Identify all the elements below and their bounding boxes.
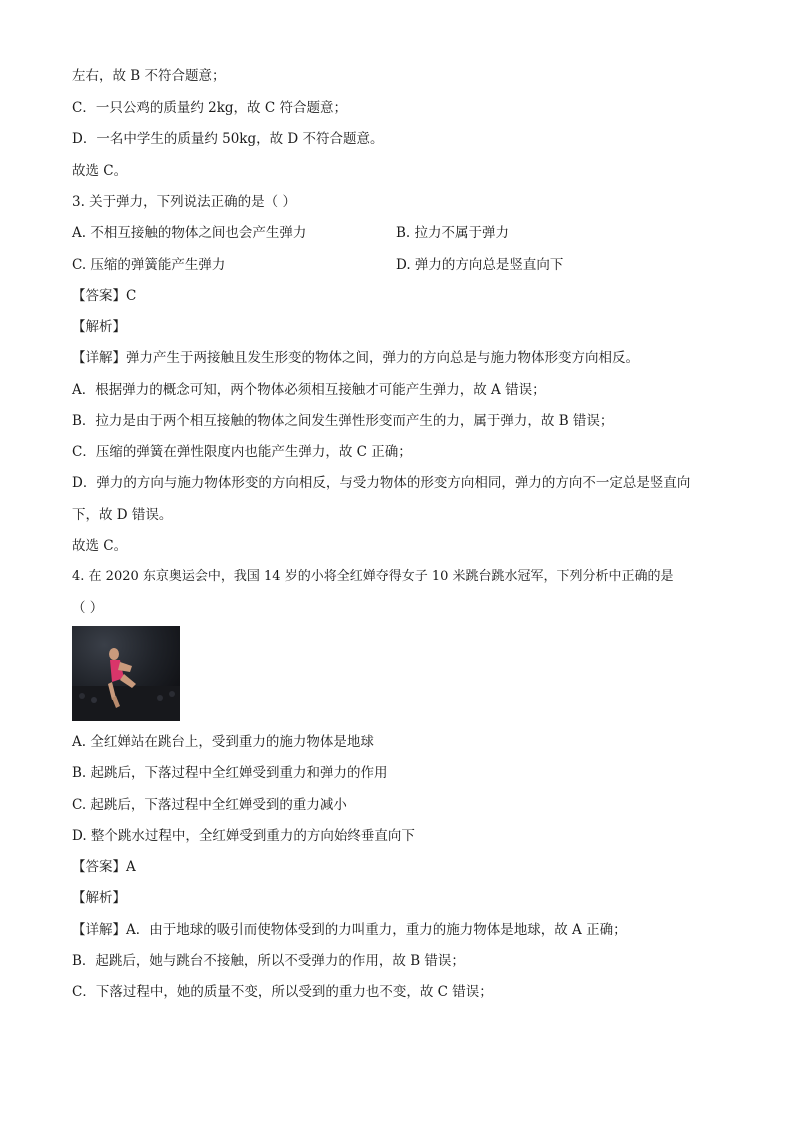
- question-stem-cont: （ ）: [72, 600, 104, 616]
- answer-label: 【答案】C: [72, 288, 137, 304]
- option-b: B. 拉力不属于弹力: [396, 225, 510, 241]
- explanation-line: B．拉力是由于两个相互接触的物体之间发生弹性形变而产生的力，属于弹力，故 B 错误；: [72, 413, 614, 429]
- analysis-heading: 【解析】: [72, 319, 126, 335]
- diver-illustration: [72, 626, 180, 721]
- explanation-line: C．下落过程中，她的质量不变，所以受到的重力也不变，故 C 错误；: [72, 984, 493, 1000]
- diver-photo: [72, 626, 180, 721]
- option-c: C. 压缩的弹簧能产生弹力: [72, 257, 226, 273]
- explanation-line: 下，故 D 错误。: [72, 507, 173, 523]
- question-stem: 3. 关于弹力，下列说法正确的是（ ）: [72, 194, 296, 210]
- conclusion-text: 故选 C。: [72, 538, 128, 554]
- explanation-line: C．压缩的弹簧在弹性限度内也能产生弹力，故 C 正确；: [72, 444, 412, 460]
- option-d: D. 整个跳水过程中，全红婵受到重力的方向始终垂直向下: [72, 828, 415, 844]
- conclusion-text: 故选 C。: [72, 163, 128, 179]
- explanation-line: B．起跳后，她与跳台不接触，所以不受弹力的作用，故 B 错误；: [72, 953, 465, 969]
- option-c: C. 起跳后，下落过程中全红婵受到的重力减小: [72, 797, 347, 813]
- option-b: B. 起跳后，下落过程中全红婵受到重力和弹力的作用: [72, 765, 388, 781]
- option-a: A. 不相互接触的物体之间也会产生弹力: [72, 225, 307, 241]
- text-line: 左右，故 B 不符合题意；: [72, 68, 226, 84]
- question-stem: 4. 在 2020 东京奥运会中，我国 14 岁的小将全红婵夺得女子 10 米跳台跳水冠军，下列分析中正确的是: [72, 569, 674, 584]
- option-d: D. 弹力的方向总是竖直向下: [396, 257, 564, 273]
- analysis-heading: 【解析】: [72, 890, 126, 906]
- explanation-line: 【详解】A．由于地球的吸引而使物体受到的力叫重力，重力的施力物体是地球，故 A 正确；: [72, 922, 627, 938]
- answer-label: 【答案】A: [72, 859, 136, 875]
- detail-text: 【详解】弹力产生于两接触且发生形变的物体之间，弹力的方向总是与施力物体形变方向相反。: [72, 350, 639, 366]
- option-a: A. 全红婵站在跳台上，受到重力的施力物体是地球: [72, 734, 374, 750]
- text-line: D．一名中学生的质量约 50kg，故 D 不符合题意。: [72, 131, 384, 147]
- text-line: C．一只公鸡的质量约 2kg，故 C 符合题意；: [72, 100, 347, 116]
- explanation-line: A．根据弹力的概念可知，两个物体必须相互接触才可能产生弹力，故 A 错误；: [72, 382, 546, 398]
- explanation-line: D．弹力的方向与施力物体形变的方向相反，与受力物体的形变方向相同，弹力的方向不一定总是竖直向: [72, 475, 691, 491]
